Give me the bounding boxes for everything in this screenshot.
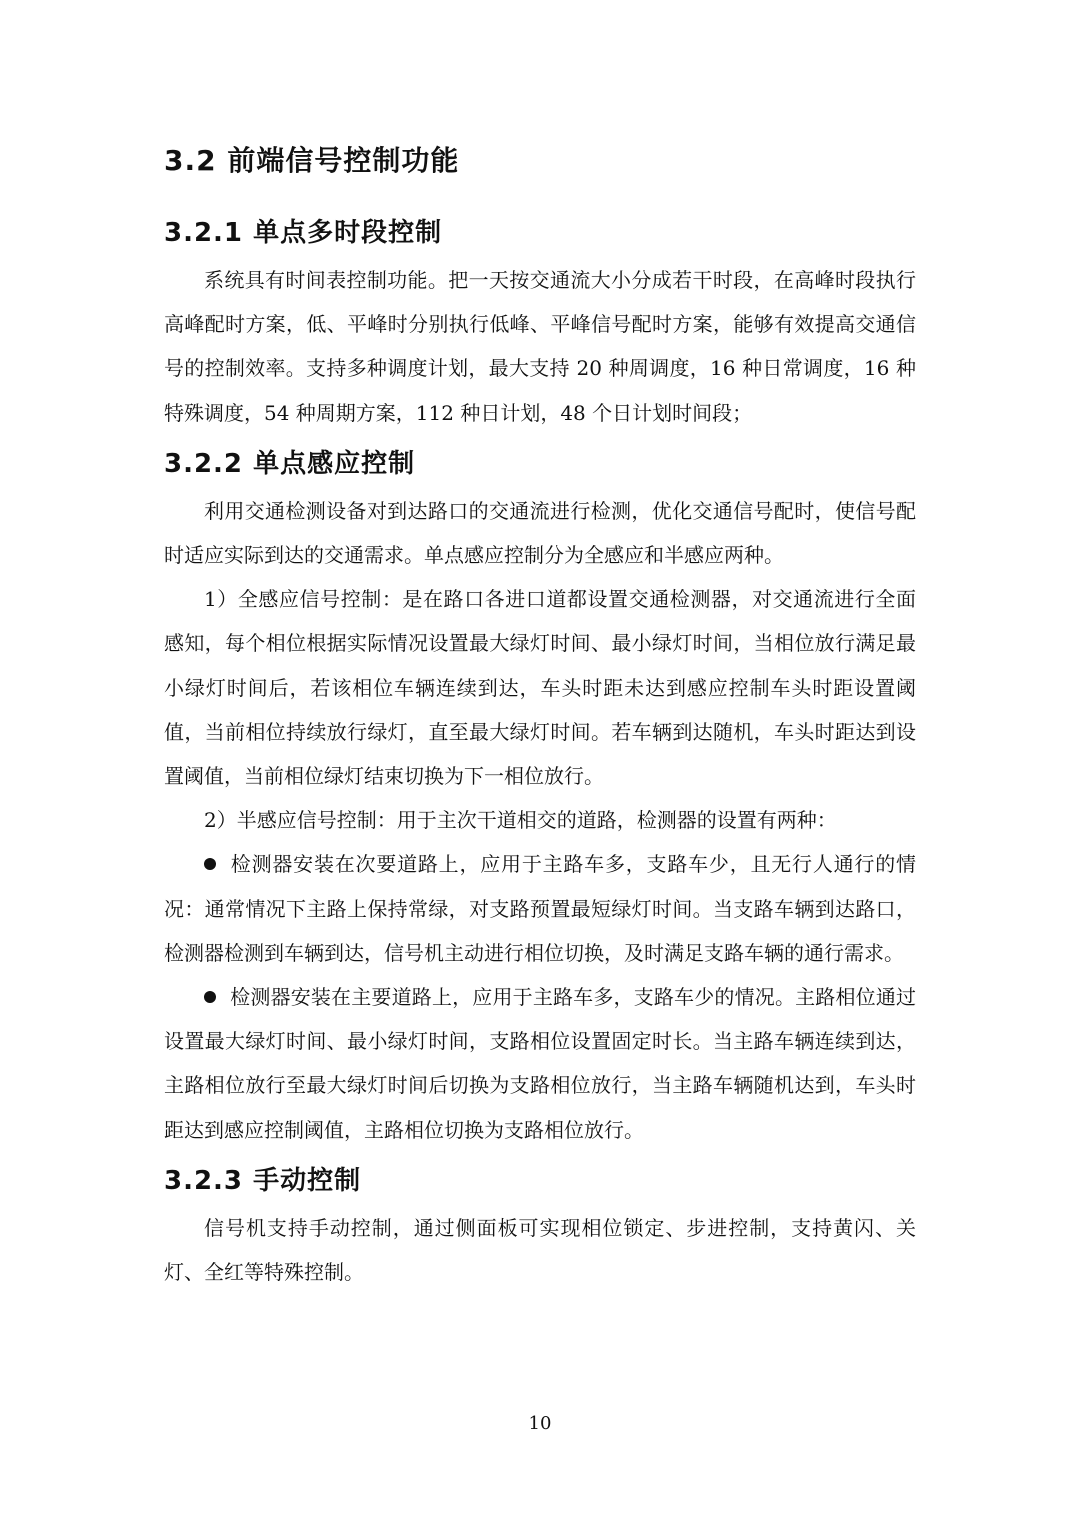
paragraph: 1）全感应信号控制：是在路口各进口道都设置交通检测器，对交通流进行全面感知，每个相位根据实际情况设置最大绿灯时间、最小绿灯时间，当相位放行满足最小绿灯时间后，若该相位车辆连续到达，车头时距未达到感应控制车头时距设置阈值，当前相位持续放行绿灯，直至最大绿灯时间。若车辆到达随机，车头时距达到设置阈值，当前相位绿灯结束切换为下一相位放行。 — [164, 587, 916, 789]
subsection-title-3-2-2: 3.2.2 单点感应控制 — [164, 448, 416, 479]
bullet-text: 检测器安装在次要道路上，应用于主路车多，支路车少，且无行人通行的情况：通常情况下主路上保持常绿，对支路预置最短绿灯时间。当支路车辆到达路口，检测器检测到车辆到达，信号机主动进行相位切换，及时满足支路车辆的通行需求。 — [164, 852, 916, 965]
section-title: 3.2 前端信号控制功能 — [164, 144, 460, 177]
bullet-item — [164, 842, 916, 975]
bullet-item — [164, 975, 916, 1152]
paragraph: 系统具有时间表控制功能。把一天按交通流大小分成若干时段，在高峰时段执行高峰配时方案，低、平峰时分别执行低峰、平峰信号配时方案，能够有效提高交通信号的控制效率。支持多种调度计划，最大支持 20 种周调度，16 种日常调度，16 种特殊调度，54 种周期方案，112 种日计划，48 个日计划时间段； — [164, 268, 916, 425]
paragraph: 2）半感应信号控制：用于主次干道相交的道路，检测器的设置有两种： — [204, 808, 837, 833]
page-content — [164, 140, 916, 1294]
paragraph: 利用交通检测设备对到达路口的交通流进行检测，优化交通信号配时，使信号配时适应实际到达的交通需求。单点感应控制分为全感应和半感应两种。 — [164, 498, 916, 568]
bullet-dot-icon — [204, 858, 216, 870]
bullet-text: 检测器安装在主要道路上，应用于主路车多，支路车少的情况。主路相位通过设置最大绿灯时间、最小绿灯时间，支路相位设置固定时长。当主路车辆连续到达，主路相位放行至最大绿灯时间后切换为支路相位放行，当主路车辆随机达到，车头时距达到感应控制阈值，主路相位切换为支路相位放行。 — [164, 985, 916, 1142]
page-number: 10 — [528, 1413, 552, 1434]
paragraph: 信号机支持手动控制，通过侧面板可实现相位锁定、步进控制，支持黄闪、关灯、全红等特殊控制。 — [164, 1215, 916, 1285]
subsection-title-3-2-3: 3.2.3 手动控制 — [164, 1165, 362, 1196]
bullet-dot-icon — [204, 991, 216, 1003]
subsection-title-3-2-1: 3.2.1 单点多时段控制 — [164, 218, 443, 248]
